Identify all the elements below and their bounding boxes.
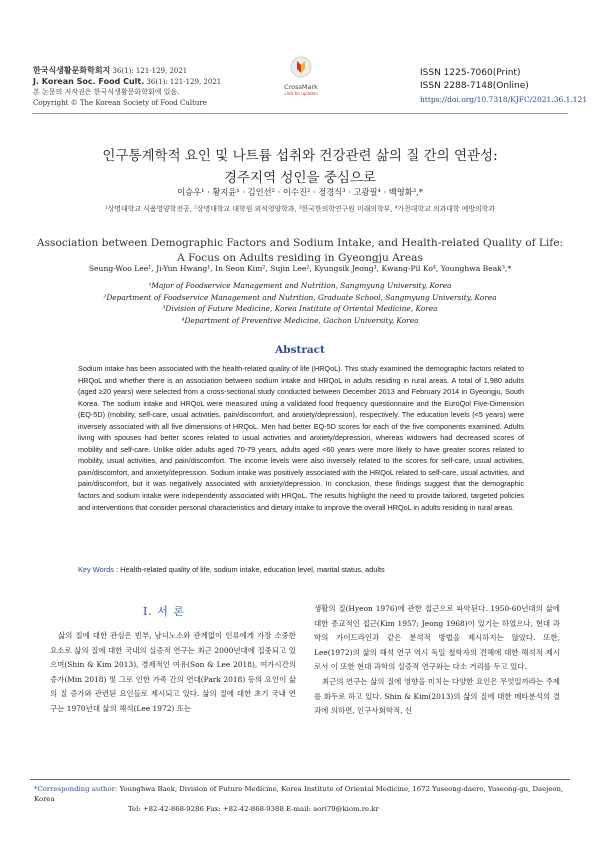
issn-print: ISSN 1225-7060(Print): [420, 68, 521, 78]
journal-issue-kr: 36(1): 121-129, 2021: [110, 67, 188, 75]
abstract-heading: Abstract: [275, 344, 325, 356]
affiliation-en-item: ²Department of Foodservice Management and Nutrition, Graduate School, Sangmyung University, Korea: [103, 292, 497, 302]
crossmark-icon: [290, 56, 312, 78]
issn-block: [420, 67, 587, 106]
affiliations-kr: ¹상명대학교 식품영양학전공, ²상명대학교 대학원 외식영양학과, ³한국한의학연구원 미래의학부, ⁴가천대학교 의과대학 예방의학과: [104, 205, 496, 213]
authors-kr: 이승우¹ · 황지윤¹ · 김인선² · 이수진² · 정경식³ · 고광필⁴ · 백영화³,*: [177, 187, 423, 197]
affiliations-en: [30, 280, 570, 326]
abstract-text: Sodium intake has been associated with the health-related quality of life (HRQoL). This study examined the demographic factors related to HRQoL and whether there is an association between sodium intake and HRQoL in adults residing in rural areas. A total of 1,980 adults (aged ≥20 years) were selected from a cross-sectional study conducted between December 2013 and February 2014 in Gyeongju, South Korea. The sodium intake and HRQoL were measured using a validated food frequency questionnaire and the EuroQol Five-Dimension (EQ-5D) (mobility, self-care, usual activities, pain/discomfort, and anxiety/depression), respectively. The education levels (<5 years) were inversely associated with all five dimensions of HRQoL. Men had better EQ-5D scores for each of the five components examined. Adults living with spouses had better scores related to usual activities and anxiety/depression, whereas widowers had decreased scores of mobility and self-care. Unlike older adults aged 70-79 years, adults aged <60 years were more likely to have greater scores related to mobility, usual activities, and pain/discomfort. The income levels were also inversely related to the scores for self-care, usual activities, pain/discomfort, and anxiety/depression. Sodium intake was positively associated with the HRQoL related to self-care, usual activities, and pain/discomfort, but it was negatively associated with anxiety/depression. In conclusion, these findings suggest that the demographic factors and sodium intake were independently associated with HRQoL. The results highlight the need to provide tailored, targeted policies and interventions that consider personal characteristics and dietary intake to improve the overall HRQoL in adults residing in rural areas.: [78, 364, 524, 512]
copyright-en: Copyright © The Korean Society of Food Culture: [33, 98, 207, 107]
authors-en: Seung-Woo Lee¹, Ji-Yun Hwang¹, In Seon Kim², Sujin Lee², Kyungsik Jeong³, Kwang-Pil Ko⁴, Younghwa Beak³,*: [88, 264, 512, 273]
corresponding-author-footnote: [34, 784, 574, 814]
crossmark-label: CrossMark: [284, 83, 318, 91]
header-divider: [32, 113, 568, 114]
affiliation-en-item: ⁴Department of Preventive Medicine, Gachon University, Korea: [181, 315, 419, 325]
affiliation-en-item: ¹Major of Foodservice Management and Nutrition, Sangmyung University, Korea: [148, 281, 452, 290]
footnote-label: *Corresponding author:: [34, 785, 118, 793]
title-kr-line1: 인구통계학적 요인 및 나트륨 섭취와 건강관련 삶의 질 간의 연관성:: [102, 148, 498, 164]
doi-link[interactable]: https://doi.org/10.7318/KJFC/2021.36.1.121: [420, 95, 588, 104]
journal-issue-en: 36(1): 121-129, 2021: [144, 77, 222, 86]
affiliation-en-item: ³Division of Future Medicine, Korea Institute of Oriental Medicine, Korea: [162, 304, 438, 314]
crossmark-badge[interactable]: [278, 56, 324, 96]
title-kr: [40, 145, 560, 189]
keywords-label: Key Words: [78, 565, 115, 574]
journal-name-en: J. Korean Soc. Food Cult.: [33, 76, 145, 86]
footnote-contact: Tel: +82-42-868-9286 Fax: +82-42-868-9388 E-mail: aori79@kiom.re.kr: [128, 805, 379, 813]
body-left-column: [50, 629, 296, 717]
copyright-kr: 본 논문의 저작권은 한국식생활문화학회에 있음.: [33, 88, 180, 96]
title-kr-line2: 경주지역 성인을 중심으로: [223, 170, 377, 186]
section-heading-intro: I. 서 론: [142, 605, 186, 618]
title-en: [30, 236, 570, 266]
paragraph: 삶의 질에 대한 관심은 빈부, 남녀노소와 관계없이 인류에게 가장 소중한 요소로 삶의 질에 대한 국내의 실증적 연구는 최근 2000년대에 집중되고 있으며(Shin & Kim 2013), 경제적인 여유(Son & Lee 2018), 여가시간의 증가(Min 2018) 및 그로 인한 가족 간의 연대(Park 2018) 등의 요인이 삶의 질 증가와 관련된 요인들로 제시되고 있다. 삶의 질에 대한 초기 국내 연구는 1970년대 삶의 해석(Lee 1972) 또는: [50, 631, 296, 713]
title-en-line2: A Focus on Adults residing in Gyeongju Areas: [177, 252, 423, 264]
journal-header: [33, 66, 221, 108]
body-right-column: [314, 602, 560, 719]
title-en-line1: Association between Demographic Factors and Sodium Intake, and Health-related Quality of Life:: [36, 237, 564, 249]
crossmark-sub: click for updates: [284, 91, 318, 96]
paragraph: 생활의 질(Hyeon 1976)에 관한 접근으로 파악된다. 1950-60년대의 삶에 대한 종교적인 접근(Kim 1957; Jeong 1968)이 있기는 하였으나, 현대 과학의 가이드라인과 같은 분석적 방법을 제시하지는 않았다. 또한, Lee(1972)의 삶의 해석 연구 역시 독일 철학자의 견해에 대한 해석적 제시로서 이 또한 현대 과학의 실증적 연구와는 다소 거리를 두고 있다.: [314, 604, 560, 672]
footnote-divider: [30, 779, 570, 780]
paragraph: 최근의 연구는 삶의 질에 영향을 미치는 다양한 요인은 무엇일까라는 주제를 화두로 하고 있다. Shin & Kim(2013)의 삶의 질에 대한 메타분석의 결과에 의하면, 인구사회학적, 신: [314, 676, 560, 716]
keywords: [78, 565, 524, 574]
footnote-text: Younghwa Baek, Division of Future Medicine, Korea Institute of Oriental Medicine, 1672 Yuseong-daero, Yuseong-gu, Daejeon, Korea: [34, 785, 564, 803]
issn-online: ISSN 2288-7148(Online): [420, 81, 529, 91]
keywords-text: : Health-related quality of life, sodium intake, education level, marital status, adults: [114, 565, 385, 574]
journal-name-kr: 한국식생활문화학회지: [33, 66, 111, 75]
